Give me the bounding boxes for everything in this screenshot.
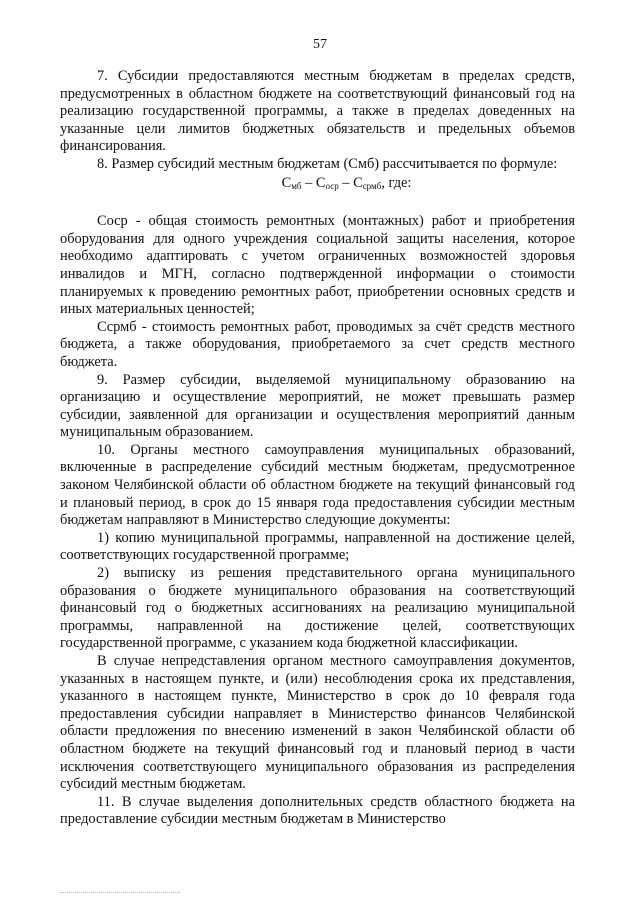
document-body bbox=[60, 68, 575, 829]
paragraph-10: 10. Органы местного самоуправления муниципальных образований, включенные в распределение субсидий местным бюджетам, предусмотренное законом Челябинской области об областном бюджете на текущий финансовый год и плановый период, в срок до 15 января года предоставления субсидии местным бюджетам направляют в Министерство следующие документы: bbox=[60, 441, 575, 529]
footer-dotted-line bbox=[60, 892, 180, 894]
formula-term-2: С bbox=[315, 174, 326, 191]
formula-term-3: С bbox=[353, 174, 363, 191]
paragraph-9: 9. Размер субсидии, выделяемой муниципальному образованию на организацию и осуществление мероприятий, не может превышать размер субсидии, заявленной для организации и осуществления мероприятий данным муниципальным образованием. bbox=[60, 371, 575, 441]
formula-tail: , где: bbox=[381, 174, 412, 191]
formula-sub-1: мб bbox=[291, 180, 302, 191]
formula-operator-1: – bbox=[301, 174, 316, 191]
paragraph-8: 8. Размер субсидий местным бюджетам (Смб) рассчитывается по формуле: bbox=[97, 155, 558, 172]
paragraph-10-item-2: 2) выписку из решения представительного органа муниципального образования о бюджете муниципального образования на соответствующий финансовый год о бюджетных ассигнованиях на реализацию муниципальной программы, направленной на достижение целей, соответствующих государственной программе, с указанием кода бюджетной классификации. bbox=[60, 565, 575, 652]
definition-csrmb: Ссрмб - стоимость ремонтных работ, проводимых за счёт средств местного бюджета, а также оборудования, приобретаемого за счет средств местного бюджета. bbox=[60, 318, 575, 370]
paragraph-7: 7. Субсидии предоставляются местным бюджетам в пределах средств, предусмотренных в областном бюджете на соответствующий финансовый год на реализацию государственной программы, а также в пределах доведенных на указанные цели лимитов бюджетных обязательств и предельных объемов финансирования. bbox=[60, 68, 575, 155]
subsidy-formula bbox=[60, 175, 575, 196]
paragraph-10-non-submission: В случае непредставления органом местного самоуправления документов, указанных в настоящем пункте, и (или) несоблюдения срока их представления, указанного в настоящем пункте, Министерство в срок до 10 февраля года предоставления субсидии направляет в Министерство финансов Челябинской области предложения по внесению изменений в закон Челябинской области об областном бюджете на текущий финансовый год и плановый период в части исключения соответствующего муниципального образования из распределения субсидий местным бюджетам. bbox=[60, 653, 575, 793]
formula-sub-2: оср bbox=[325, 180, 339, 191]
formula-term-1: С bbox=[281, 174, 292, 191]
formula-sub-3: срмб bbox=[362, 180, 382, 191]
definition-cosr: Соср - общая стоимость ремонтных (монтажных) работ и приобретения оборудования для одного учреждения социальной защиты населения, которое необходимо адаптировать с учетом ограниченных возможностей здоровья инвалидов и МГН, согласно подтвержденной информации о стоимости планируемых к проведению ремонтных работ, приобретении основных средств и иных материальных ценностей; bbox=[60, 213, 575, 318]
page-number: 57 bbox=[313, 37, 327, 52]
paragraph-11: 11. В случае выделения дополнительных средств областного бюджета на предоставление субсидии местным бюджетам в Министерство bbox=[60, 793, 575, 828]
formula-operator-2: – bbox=[338, 174, 354, 191]
paragraph-10-item-1: 1) копию муниципальной программы, направленной на достижение целей, соответствующих государственной программе; bbox=[60, 529, 575, 564]
